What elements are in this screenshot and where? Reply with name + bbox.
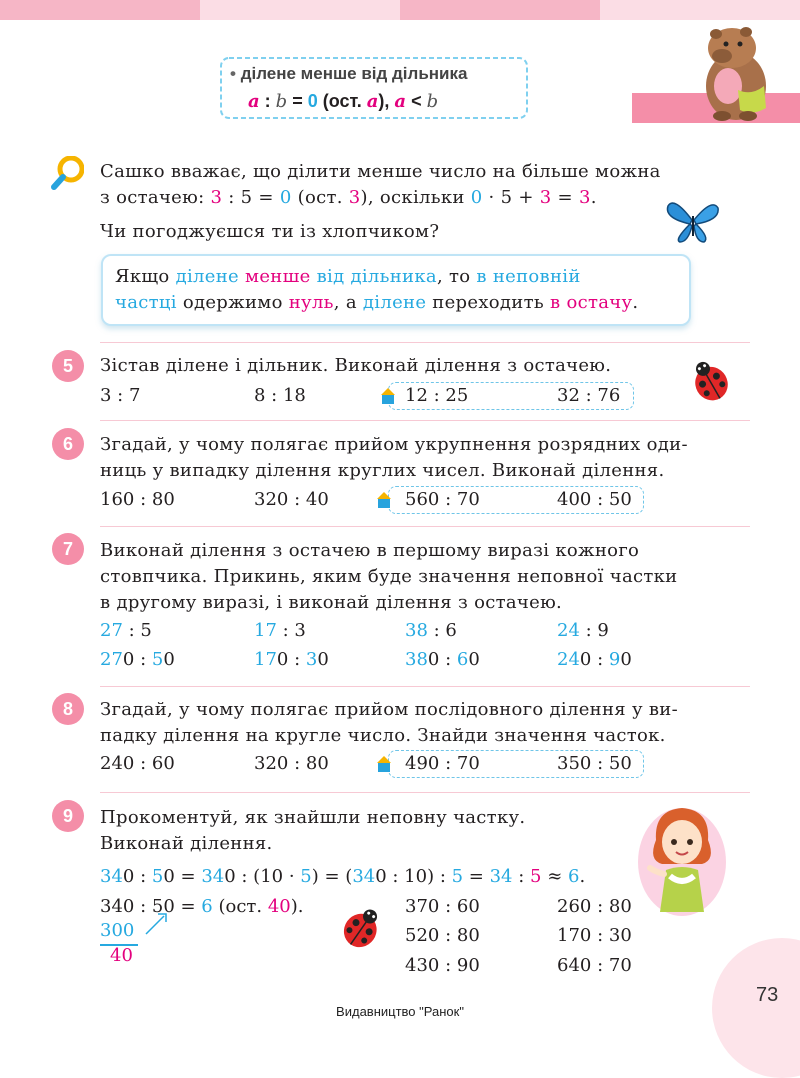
task-9-expr: 520 : 80 (405, 925, 480, 946)
task-5-expr: 3 : 7 (100, 385, 141, 406)
task-number-badge: 9 (52, 800, 84, 832)
house-icon (377, 756, 391, 772)
house-icon (381, 388, 395, 404)
top-stripe (400, 0, 600, 20)
task-8-expr: 490 : 70 (405, 753, 480, 774)
task-8-expr: 320 : 80 (254, 753, 329, 774)
task-8-text: Згадай, у чому полягає прийом послідовного ділення у ви- (100, 699, 678, 720)
task-7-expr: 270 : 50 (100, 649, 175, 670)
separator (100, 420, 750, 421)
publisher-footer: Видавництво "Ранок" (336, 1004, 464, 1019)
house-icon (377, 492, 391, 508)
intro-question: Чи погоджуєшся ти із хлопчиком? (100, 221, 440, 242)
task-7-expr: 24 : 9 (557, 620, 609, 641)
task-9-expr: 430 : 90 (405, 955, 480, 976)
task-6-expr: 560 : 70 (405, 489, 480, 510)
task-6-text: Згадай, у чому полягає прийом укрупнення розрядних оди- (100, 434, 688, 455)
top-stripe (0, 0, 200, 20)
task-8-text: падку ділення на кругле число. Знайди значення часток. (100, 725, 666, 746)
work-remainder: 40 (110, 945, 133, 966)
magnifier-icon (50, 156, 84, 192)
separator (100, 526, 750, 527)
task-9-expr: 260 : 80 (557, 896, 632, 917)
task-7-expr: 17 : 3 (254, 620, 306, 641)
task-7-expr: 27 : 5 (100, 620, 152, 641)
task-9-text: Виконай ділення. (100, 833, 273, 854)
page-number: 73 (756, 984, 779, 1006)
separator (100, 342, 750, 343)
top-stripe (600, 0, 800, 20)
task-5-expr: 8 : 18 (254, 385, 306, 406)
work-subtrahend: 300 (100, 920, 135, 941)
task-9-expr: 370 : 60 (405, 896, 480, 917)
task-8-expr: 240 : 60 (100, 753, 175, 774)
task-7-expr: 380 : 60 (405, 649, 480, 670)
task-7-expr: 170 : 30 (254, 649, 329, 670)
top-stripe (200, 0, 400, 20)
rule-line-2: частці одержимо нуль, а ділене переходить в остачу. (115, 292, 639, 313)
task-7-text: Виконай ділення з остачею в першому виразі кожного (100, 540, 640, 561)
task-6-expr: 160 : 80 (100, 489, 175, 510)
task-6-text: ниць у випадку ділення круглих чисел. Виконай ділення. (100, 460, 665, 481)
arrow-icon (144, 910, 170, 936)
task-5-text: Зістав ділене і дільник. Виконай ділення з остачею. (100, 355, 612, 376)
task-number-badge: 6 (52, 428, 84, 460)
intro-line-1: Сашко вважає, що ділити менше число на більше можна (100, 161, 661, 182)
task-number-badge: 5 (52, 350, 84, 382)
task-number-badge: 8 (52, 693, 84, 725)
task-7-text: стовпчика. Прикинь, яким буде значення неповної частки (100, 566, 678, 587)
task-9-text: Прокоментуй, як знайшли неповну частку. (100, 807, 526, 828)
task-9-example-1: 340 : 50 = 340 : (10 · 5) = (340 : 10) : 5 = 34 : 5 ≈ 6. (100, 866, 586, 887)
capybara-mascot-icon (692, 20, 778, 122)
separator (100, 686, 750, 687)
intro-line-2: з остачею: 3 : 5 = 0 (ост. 3), оскільки 0 · 5 + 3 = 3. (100, 187, 597, 208)
task-number-badge: 7 (52, 533, 84, 565)
separator (100, 792, 750, 793)
task-9-expr: 640 : 70 (557, 955, 632, 976)
task-9-expr: 170 : 30 (557, 925, 632, 946)
task-5-expr: 12 : 25 (405, 385, 469, 406)
rule-line-1: Якщо ділене менше від дільника, то в неповній (115, 266, 581, 287)
task-7-expr: 38 : 6 (405, 620, 457, 641)
task-8-expr: 350 : 50 (557, 753, 632, 774)
task-7-expr: 240 : 90 (557, 649, 632, 670)
header-box-title: • ділене менше від дільника (230, 64, 468, 83)
task-5-expr: 32 : 76 (557, 385, 621, 406)
girl-illustration-icon (636, 800, 728, 918)
ladybug-icon (338, 904, 386, 952)
task-7-text: в другому виразі, і виконай ділення з остачею. (100, 592, 563, 613)
task-9-example-2: 340 : 50 = 6 (ост. 40). (100, 896, 304, 917)
butterfly-icon (664, 196, 720, 246)
task-6-expr: 400 : 50 (557, 489, 632, 510)
page-number-circle (712, 938, 800, 1078)
header-box-formula: a : b = 0 (ост. a), a < b (248, 91, 439, 112)
task-6-expr: 320 : 40 (254, 489, 329, 510)
rule-box (101, 254, 691, 326)
ladybug-icon (686, 358, 734, 404)
